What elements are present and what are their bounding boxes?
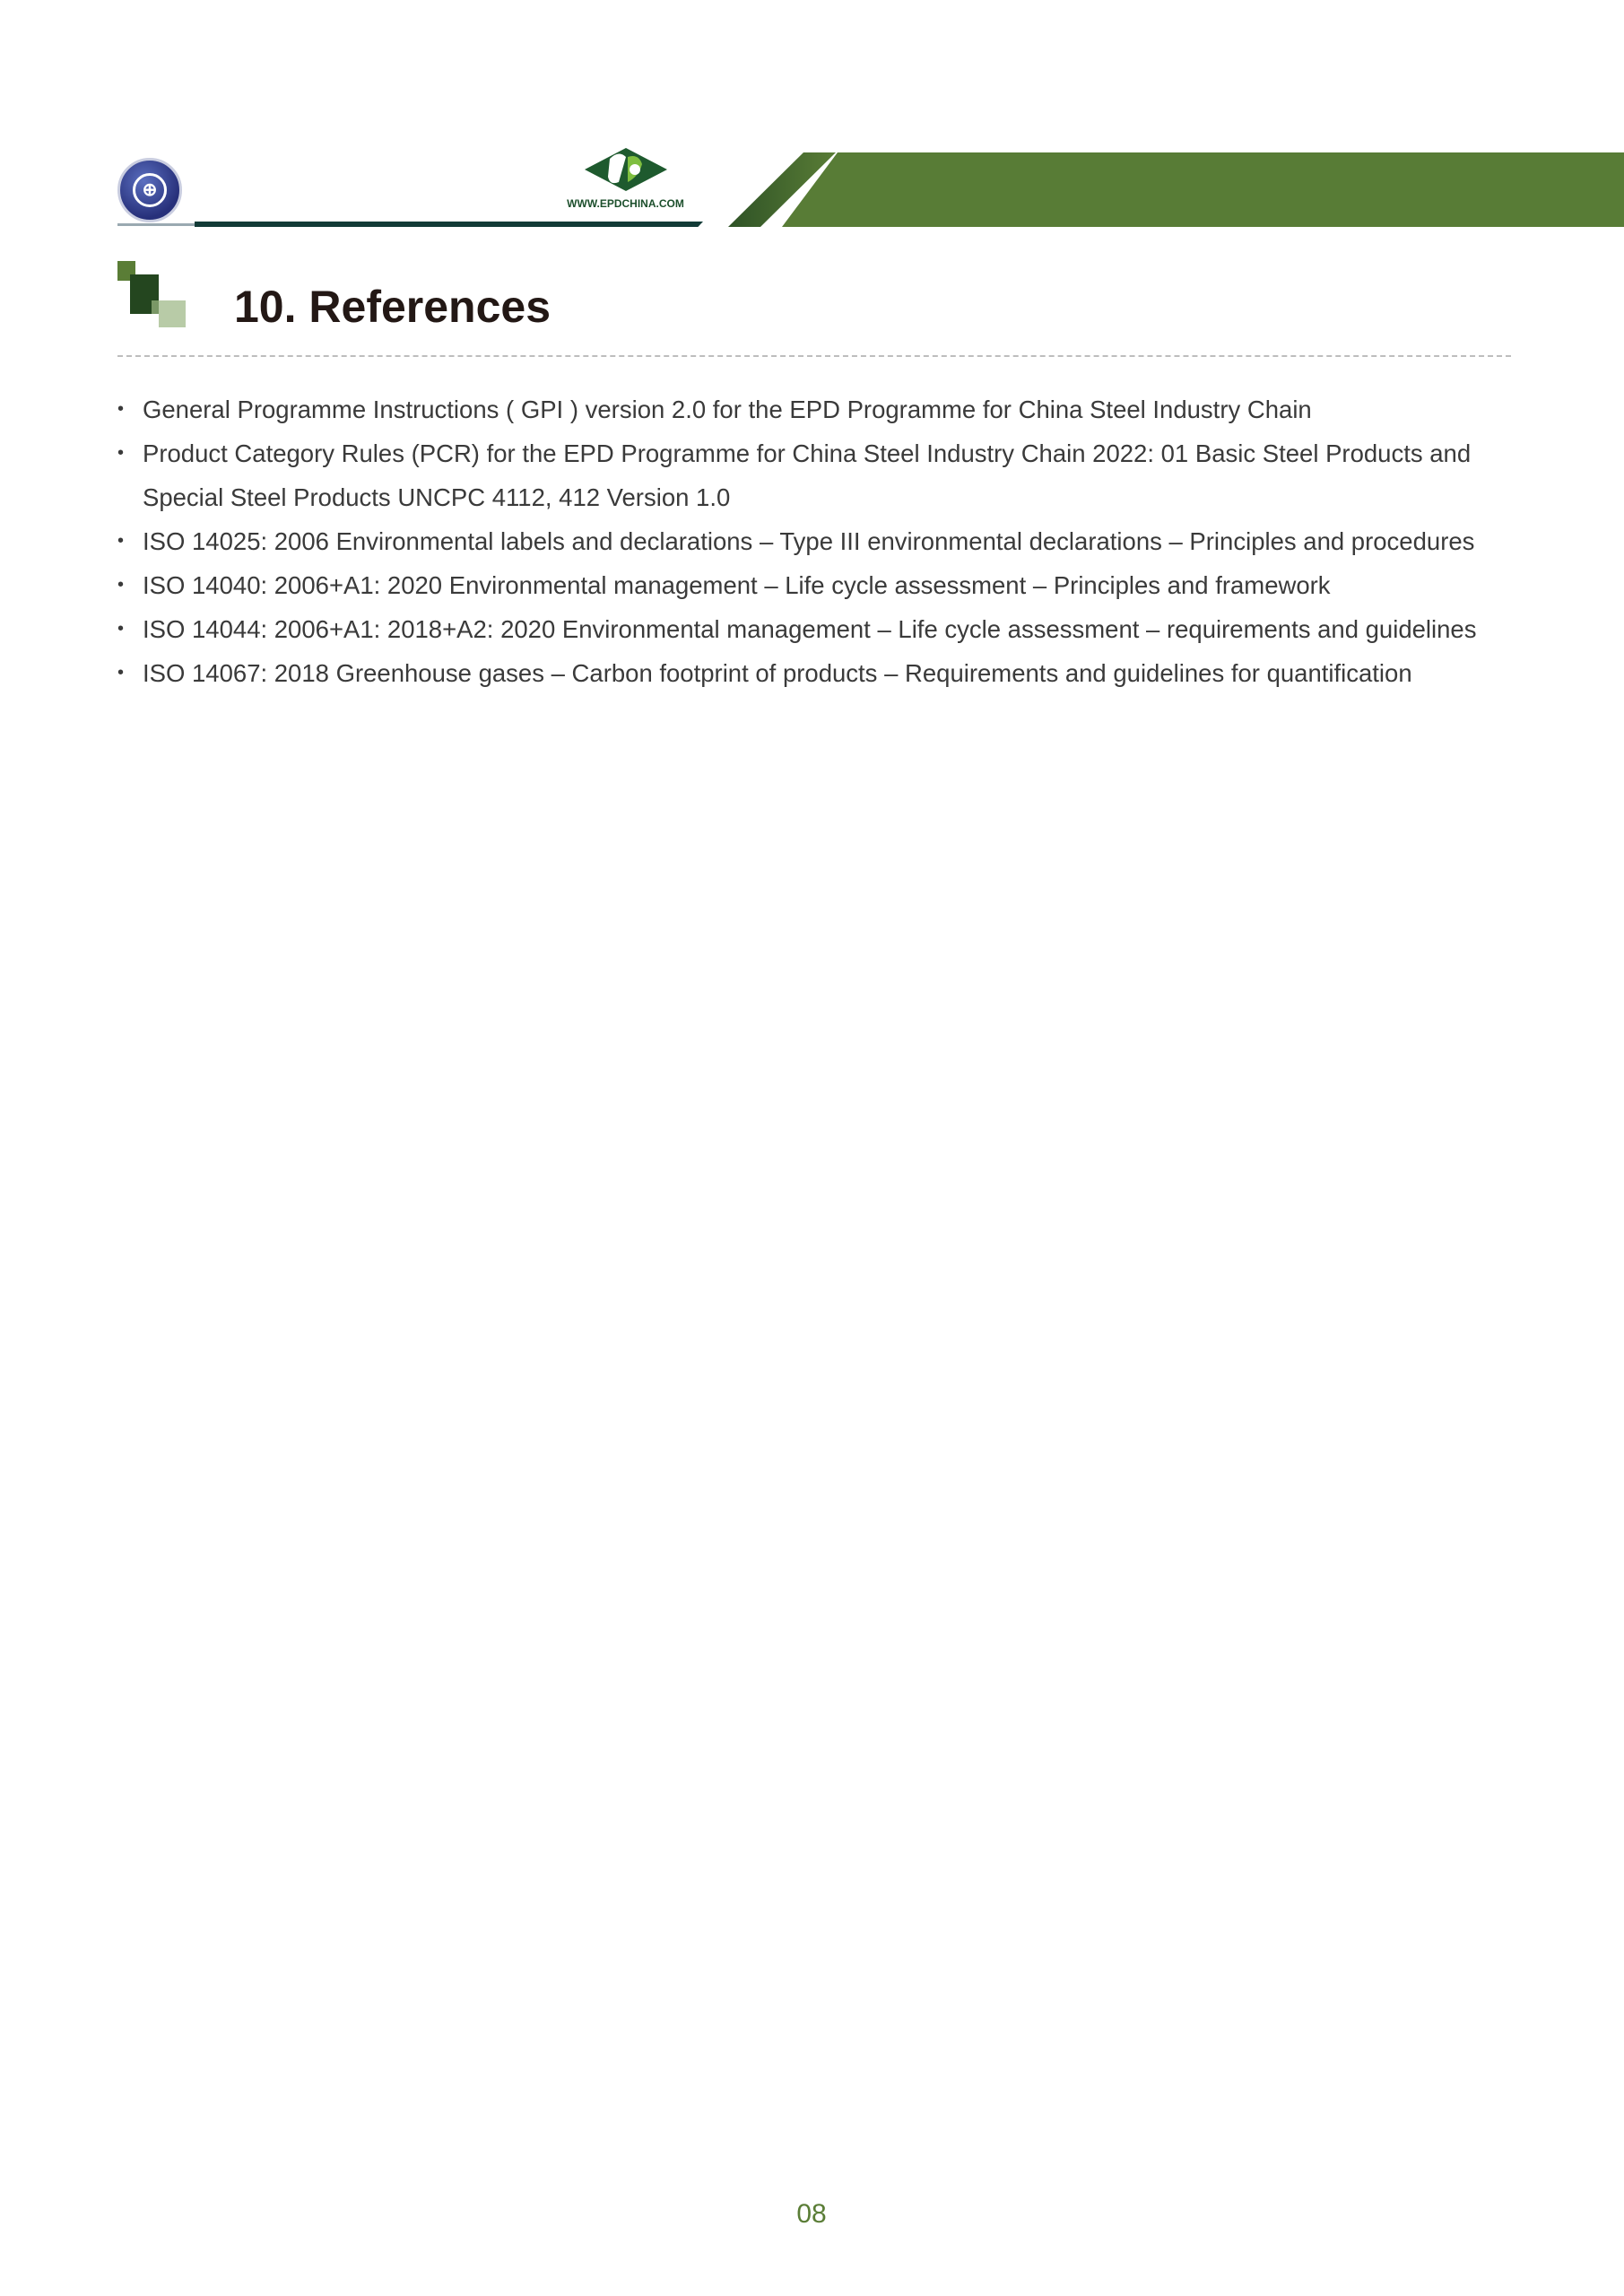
bullet-icon: • [117, 619, 125, 639]
section-squares-icon [117, 261, 186, 327]
reference-item: • ISO 14025: 2006 Environmental labels and declarations – Type III environmental declarations – Principles and procedures [117, 519, 1552, 563]
seal-emblem-icon: ⊕ [133, 173, 167, 207]
page-number: 08 [796, 2199, 827, 2229]
bullet-icon: • [117, 399, 125, 419]
reference-item: • ISO 14044: 2006+A1: 2018+A2: 2020 Environmental management – Life cycle assessment – requirements and guidelines [117, 607, 1552, 651]
reference-item: • ISO 14040: 2006+A1: 2020 Environmental management – Life cycle assessment – Principles and framework [117, 563, 1552, 607]
organization-seal-logo [117, 158, 182, 222]
epd-china-logo [583, 146, 669, 193]
bullet-icon: • [117, 575, 125, 595]
bullet-icon: • [117, 443, 125, 463]
header-divider-dark [195, 222, 703, 227]
header-green-banner [782, 152, 1624, 227]
reference-item: • Product Category Rules (PCR) for the EPD Programme for China Steel Industry Chain 2022: 01 Basic Steel Products and Special Steel Products UNCPC 4112, 412 Version 1.0 [117, 431, 1552, 519]
bullet-icon: • [117, 663, 125, 683]
section-title: 10. References [234, 282, 551, 332]
reference-item: • General Programme Instructions ( GPI ) version 2.0 for the EPD Programme for China Steel Industry Chain [117, 387, 1552, 431]
header-divider-grey [117, 223, 196, 226]
epd-url-text: WWW.EPDCHINA.COM [567, 197, 684, 210]
dashed-divider [117, 355, 1511, 357]
references-list [117, 387, 1552, 695]
bullet-icon: • [117, 531, 125, 551]
reference-item: • ISO 14067: 2018 Greenhouse gases – Carbon footprint of products – Requirements and guidelines for quantification [117, 651, 1552, 695]
